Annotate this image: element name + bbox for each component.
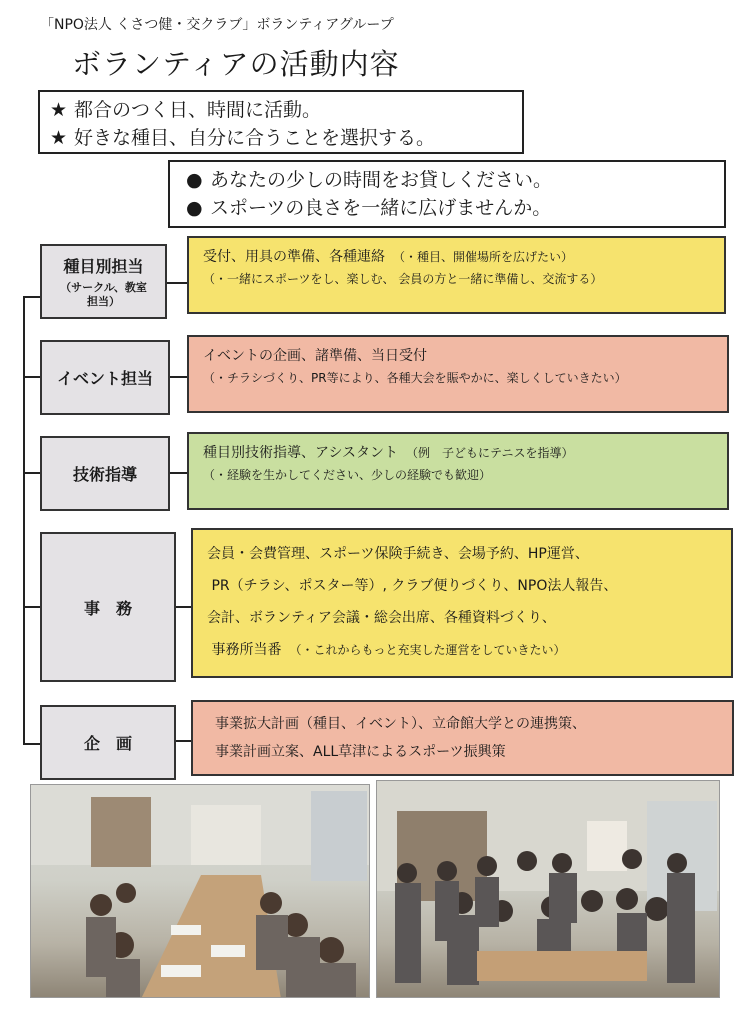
connector-branch: [23, 606, 40, 608]
category-label: 技術指導: [72, 465, 137, 484]
bullet-icon: ●: [186, 169, 203, 191]
category-label: イベント担当: [56, 369, 153, 388]
star-icon: ★: [50, 99, 68, 121]
category-office: [40, 532, 176, 682]
detail-line: [203, 246, 710, 268]
detail-coaching: [187, 432, 729, 510]
policy-line: [50, 124, 512, 152]
detail-office: [191, 528, 733, 678]
category-coaching: [40, 436, 170, 511]
detail-line: [207, 538, 717, 570]
detail-text: 受付、用具の準備、各種連絡: [203, 249, 385, 265]
detail-note: （例 子どもにテニスを指導）: [412, 446, 574, 460]
connector-branch: [176, 740, 191, 742]
appeal-text: スポーツの良さを一緒に広げませんか。: [210, 197, 552, 219]
group-photo: [376, 780, 720, 998]
meeting-photo-illustration: [31, 785, 370, 998]
category-planning: [40, 705, 176, 780]
detail-text: イベントの企画、諸準備、当日受付: [203, 348, 427, 364]
detail-text: 事業計画立案、ALL草津によるスポーツ振興策: [215, 744, 506, 760]
connector-branch: [23, 743, 40, 745]
bullet-icon: ●: [186, 197, 203, 219]
detail-note: （・一緒にスポーツをし、楽しむ、 会員の方と一緒に準備し、交流する）: [203, 272, 603, 286]
detail-note: （・種目、開催場所を広げたい）: [399, 250, 574, 264]
detail-line: [207, 634, 717, 666]
category-event: [40, 340, 170, 415]
page-title: ボランティアの活動内容: [72, 47, 400, 81]
category-label: 企 画: [83, 734, 132, 753]
detail-text: 会員・会費管理、スポーツ保険手続き、会場予約、HP運営、: [207, 546, 589, 562]
connector-branch: [170, 472, 187, 474]
detail-line: [207, 602, 717, 634]
detail-event: [187, 335, 729, 413]
detail-note: （・これからもっと充実した運営をしていきたい）: [295, 643, 566, 657]
detail-line: [203, 464, 713, 486]
category-sub: （サークル、教室 担当）: [60, 281, 147, 308]
detail-note: （・経験を生かしてください、少しの経験でも歓迎）: [203, 468, 492, 482]
star-icon: ★: [50, 127, 68, 149]
category-label: 種目別担当: [63, 257, 144, 276]
connector-branch: [167, 282, 187, 284]
policy-text: 都合のつく日、時間に活動。: [74, 99, 322, 121]
appeal-line: [186, 194, 708, 222]
detail-text: 会計、ボランティア会議・総会出席、各種資料づくり、: [207, 610, 556, 626]
appeal-text: あなたの少しの時間をお貸しください。: [210, 169, 553, 191]
appeal-line: [186, 166, 708, 194]
category-label: 事 務: [83, 598, 132, 618]
category-sports: [40, 244, 167, 319]
connector-branch: [170, 376, 187, 378]
policy-line: [50, 96, 512, 124]
tree-connector-line: [23, 296, 25, 744]
detail-line: [203, 442, 713, 464]
detail-planning: [191, 700, 734, 776]
detail-text: PR（チラシ、ポスター等）, クラブ便りづくり、NPO法人報告、: [211, 578, 618, 594]
detail-line: [203, 268, 710, 290]
connector-branch: [23, 376, 40, 378]
connector-branch: [176, 606, 191, 608]
policy-box: [38, 90, 524, 154]
detail-line: [215, 738, 718, 766]
connector-branch: [23, 472, 40, 474]
appeal-box: [168, 160, 726, 228]
detail-line: [207, 570, 717, 602]
policy-text: 好きな種目、自分に合うことを選択する。: [74, 127, 436, 149]
org-name: 「NPO法人 くさつ健・交クラブ」ボランティアグループ: [40, 17, 394, 33]
detail-line: [203, 345, 713, 367]
connector-branch: [23, 296, 40, 298]
group-photo-illustration: [377, 781, 720, 998]
detail-line: [215, 710, 718, 738]
detail-line: [203, 367, 713, 389]
detail-note: （・チラシづくり、PR等により、各種大会を賑やかに、楽しくしていきたい）: [203, 371, 627, 385]
detail-text: 種目別技術指導、アシスタント: [203, 445, 399, 461]
detail-text: 事務所当番: [211, 642, 282, 658]
detail-sports: [187, 236, 726, 314]
meeting-photo: [30, 784, 370, 998]
detail-text: 事業拡大計画（種目、イベント）、立命館大学との連携策、: [215, 716, 586, 732]
